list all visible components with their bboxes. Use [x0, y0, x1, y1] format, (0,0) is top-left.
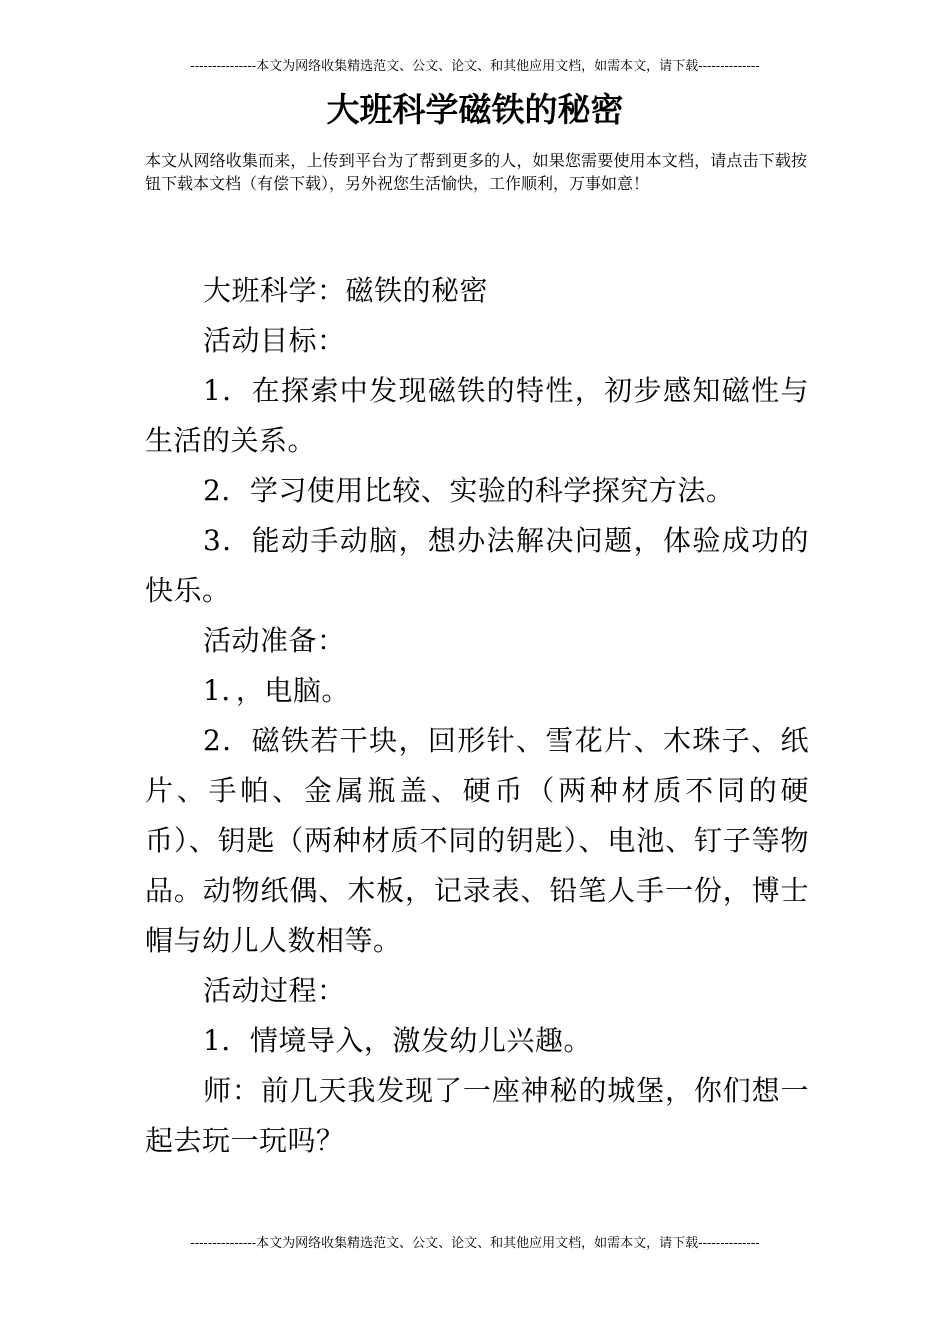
- paragraph-prep-heading: 活动准备：: [203, 624, 346, 657]
- paragraph-goal-1: 1．在探索中发现磁铁的特性，初步感知磁性与生活的关系。: [145, 374, 809, 457]
- paragraph-prep-2: 2．磁铁若干块，回形针、雪花片、木珠子、纸片、手帕、金属瓶盖、硬币（两种材质不同的硬币）、钥匙（两种材质不同的钥匙）、电池、钉子等物品。动物纸偶、木板，记录表、铅笔人手一份，博士帽与幼儿人数相等。: [145, 724, 809, 957]
- intro-paragraph: 本文从网络收集而来，上传到平台为了帮到更多的人，如果您需要使用本文档，请点击下载按钮下载本文档（有偿下载），另外祝您生活愉快，工作顺利，万事如意！: [145, 151, 807, 193]
- paragraph-process-heading: 活动过程：: [203, 974, 346, 1007]
- paragraph-teacher-line: 师：前几天我发现了一座神秘的城堡，你们想一起去玩一玩吗？: [145, 1074, 809, 1157]
- paragraph-process-1: 1．情境导入，激发幼儿兴趣。: [203, 1024, 592, 1057]
- footer-banner: ---------------本文为网络收集精选范文、公文、论文、和其他应用文档，如需本文，请下载--------------: [190, 1236, 760, 1251]
- paragraph-prep-1: 1．，电脑。: [203, 674, 350, 707]
- document-title: 大班科学磁铁的秘密: [326, 90, 624, 129]
- header-banner: ---------------本文为网络收集精选范文、公文、论文、和其他应用文档，如需本文，请下载--------------: [190, 59, 760, 74]
- paragraph-goal-2: 2．学习使用比较、实验的科学探究方法。: [203, 474, 735, 507]
- paragraph-goal-3: 3．能动手动脑，想办法解决问题，体验成功的快乐。: [145, 524, 809, 607]
- paragraph-goals-heading: 活动目标：: [203, 324, 346, 357]
- paragraph-heading: 大班科学：磁铁的秘密: [203, 274, 489, 307]
- document-body: [145, 266, 809, 1166]
